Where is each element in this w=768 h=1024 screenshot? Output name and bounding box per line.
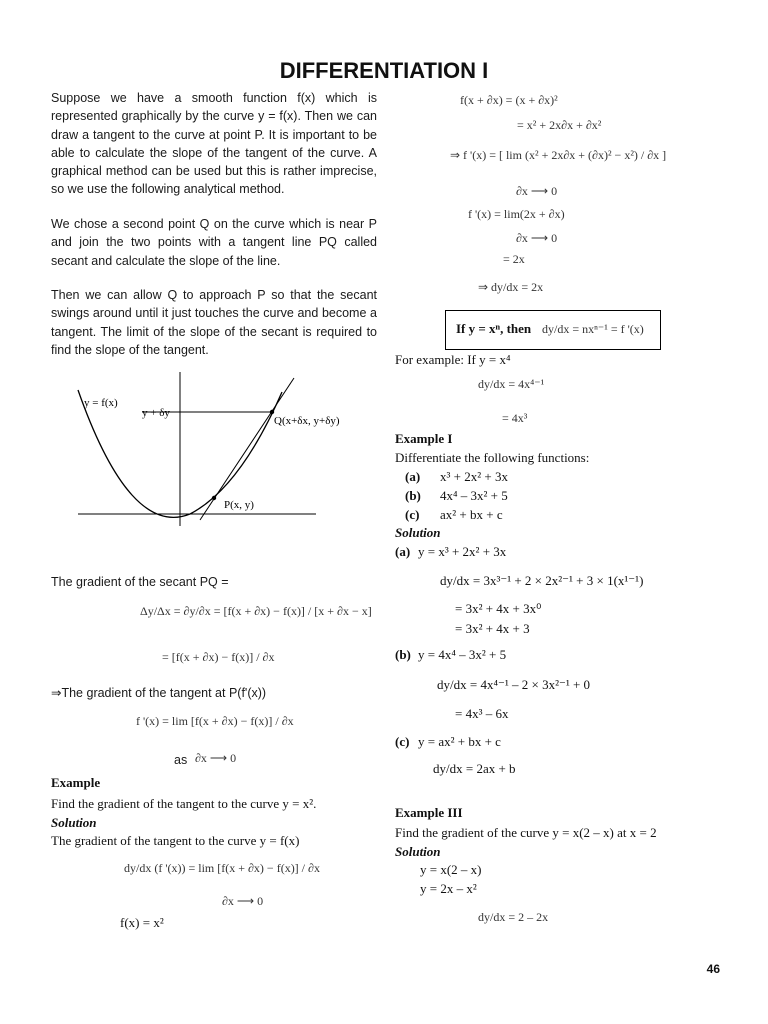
solution-a-derivative-1: dy/dx = 3x³⁻¹ + 2 × 2x²⁻¹ + 3 × 1(x¹⁻¹) <box>440 573 644 588</box>
power-example-eq2: = 4x³ <box>502 411 528 425</box>
secant-tangent-graph <box>70 368 340 528</box>
solution-b-equation: y = 4x⁴ – 3x² + 5 <box>418 647 507 662</box>
curve-label: y = f(x) <box>84 397 118 409</box>
solution-c-equation: y = ax² + bx + c <box>418 734 501 749</box>
power-rule-lead: If y = xⁿ, then <box>456 321 532 336</box>
solution-label: Solution <box>51 815 97 830</box>
solution-a-derivative-2: = 3x² + 4x + 3x⁰ <box>455 601 542 616</box>
secant-equation-simplified: = [f(x + ∂x) − f(x)] / ∂x <box>162 650 275 664</box>
example-heading: Example <box>51 775 101 790</box>
solution-b-derivative-1: dy/dx = 4x⁴⁻¹ – 2 × 3x²⁻¹ + 0 <box>437 677 591 692</box>
intro-paragraph-2: We chose a second point Q on the curve which is near P and join the two points with a tangent line PQ called secant and calculate the slope of the line. <box>51 217 377 268</box>
solution-b-label: (b) <box>395 647 411 662</box>
intro-paragraph-1: Suppose we have a smooth function f(x) which is represented graphically by the curve y = f(x). Then we can draw a tangent to the curve at point P. It is important to be able to calculate the slope of the tangent of the curve. A graphical method can be used but this is rather imprecise, so we use the following analytical method. <box>51 91 377 197</box>
limit-condition: ∂x ⟶ 0 <box>195 751 237 765</box>
secant-equation: Δy/Δx = ∂y/∂x = [f(x + ∂x) − f(x)] / [x + ∂x − x] <box>140 604 372 618</box>
point-p <box>212 496 216 500</box>
example-i-item-a: x³ + 2x² + 3x <box>440 469 508 484</box>
solution-a-equation: y = x³ + 2x² + 3x <box>418 544 507 559</box>
right-line-4: ∂x ⟶ 0 <box>516 184 558 198</box>
example-i-heading: Example I <box>395 431 453 446</box>
p-label: P(x, y) <box>224 499 254 511</box>
solution-derivative-equation: dy/dx (f '(x)) = lim [f(x + ∂x) − f(x)] / ∂x <box>124 861 320 875</box>
example-iii-heading: Example III <box>395 805 463 820</box>
solution-fx: f(x) = x² <box>120 915 164 930</box>
solution-line-1: The gradient of the tangent to the curve y = f(x) <box>51 833 300 848</box>
right-line-3: ⇒ f '(x) = [ lim (x² + 2x∂x + (∂x)² − x²) / ∂x ] <box>450 148 667 162</box>
right-line-6: ∂x ⟶ 0 <box>516 231 558 245</box>
intro-paragraph-3: Then we can allow Q to approach P so that the secant swings around until it just touches the curve and become a tangent. The limit of the slope of the secant is required to find the slope of the tangent. <box>51 288 377 357</box>
example-i-solution-label: Solution <box>395 525 441 540</box>
power-rule-equation: dy/dx = nxⁿ⁻¹ = f '(x) <box>542 322 644 336</box>
example-iii-question: Find the gradient of the curve y = x(2 – x) at x = 2 <box>395 825 657 840</box>
solution-limit-condition: ∂x ⟶ 0 <box>222 894 264 908</box>
secant-gradient-text: The gradient of the secant PQ = <box>51 575 229 589</box>
example-iii-line-1: y = x(2 – x) <box>420 862 482 877</box>
solution-a-label: (a) <box>395 544 411 559</box>
solution-a-derivative-3: = 3x² + 4x + 3 <box>455 621 530 636</box>
example-question: Find the gradient of the tangent to the curve y = x². <box>51 796 317 811</box>
page-number: 46 <box>706 962 720 976</box>
power-example-line: For example: If y = x⁴ <box>395 352 511 367</box>
example-i-item-b: 4x⁴ – 3x² + 5 <box>440 488 508 503</box>
tangent-limit-equation: f '(x) = lim [f(x + ∂x) − f(x)] / ∂x <box>136 714 294 728</box>
right-line-8: ⇒ dy/dx = 2x <box>478 280 544 294</box>
solution-b-derivative-2: = 4x³ – 6x <box>455 706 509 721</box>
right-line-2: = x² + 2x∂x + ∂x² <box>517 118 602 132</box>
as-text: as <box>174 753 188 767</box>
example-i-item-c: ax² + bx + c <box>440 507 503 522</box>
power-rule-box <box>445 310 661 350</box>
example-i-instruction: Differentiate the following functions: <box>395 450 590 465</box>
example-iii-solution-label: Solution <box>395 844 441 859</box>
right-line-7: = 2x <box>503 252 525 266</box>
tangent-gradient-text: ⇒The gradient of the tangent at P(f'(x)) <box>51 686 267 700</box>
example-i-item-b-label: (b) <box>405 488 421 503</box>
power-example-eq1: dy/dx = 4x⁴⁻¹ <box>478 377 545 391</box>
example-i-item-c-label: (c) <box>405 507 420 522</box>
solution-c-derivative: dy/dx = 2ax + b <box>433 761 516 776</box>
point-q <box>270 410 274 414</box>
example-iii-line-2: y = 2x – x² <box>420 881 477 896</box>
solution-c-label: (c) <box>395 734 410 749</box>
page-title: DIFFERENTIATION I <box>279 58 489 83</box>
example-i-item-a-label: (a) <box>405 469 421 484</box>
right-line-5: f '(x) = lim(2x + ∂x) <box>468 207 565 221</box>
q-label: Q(x+δx, y+δy) <box>274 415 340 427</box>
example-iii-line-3: dy/dx = 2 – 2x <box>478 910 549 924</box>
right-line-1: f(x + ∂x) = (x + ∂x)² <box>460 93 558 107</box>
y-plus-dy-label: y + δy <box>142 407 170 419</box>
